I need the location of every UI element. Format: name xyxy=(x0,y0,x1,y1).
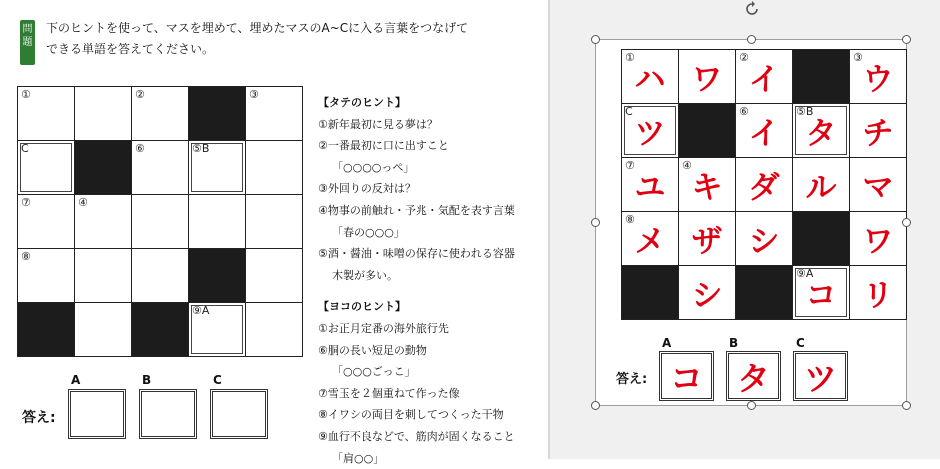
grid-cell[interactable] xyxy=(736,212,793,266)
cell-number: ① xyxy=(625,52,635,64)
resize-handle-top-left[interactable] xyxy=(591,35,600,44)
grid-cell[interactable] xyxy=(132,249,189,303)
resize-handle-top[interactable] xyxy=(747,35,756,44)
grid-cell[interactable] xyxy=(679,50,736,104)
grid-cell[interactable] xyxy=(622,50,679,104)
cell-letter: ワ xyxy=(679,50,735,103)
cell-letter: ウ xyxy=(850,50,906,103)
cell-number: C xyxy=(21,143,29,155)
grid-cell[interactable] xyxy=(850,104,907,158)
grid-cell[interactable] xyxy=(246,141,303,195)
yoko-hints-list xyxy=(318,318,543,469)
grid-cell[interactable] xyxy=(75,195,132,249)
grid-cell[interactable] xyxy=(850,212,907,266)
cell-letter: ダ xyxy=(736,158,792,211)
resize-handle-bottom-left[interactable] xyxy=(591,401,600,410)
black-cell xyxy=(793,212,850,266)
cell-letter: ワ xyxy=(850,212,906,265)
grid-cell[interactable] xyxy=(246,87,303,141)
answer-label: 答え: xyxy=(22,407,56,427)
grid-cell[interactable] xyxy=(679,158,736,212)
yoko-hints-title: 【ヨコのヒント】 xyxy=(318,296,543,318)
grid-cell[interactable] xyxy=(246,303,303,357)
grid-cell[interactable] xyxy=(679,212,736,266)
grid-cell[interactable] xyxy=(132,141,189,195)
black-cell xyxy=(18,303,75,357)
editor-canvas[interactable] xyxy=(550,0,940,459)
grid-cell[interactable] xyxy=(736,50,793,104)
hint-line: ②一番最初に口に出すこと xyxy=(318,135,543,157)
cell-number: ② xyxy=(739,52,749,64)
hint-line: ③外回りの反対は？ xyxy=(318,178,543,200)
hint-line: ⑨血行不良などで、筋肉が固くなること xyxy=(318,426,543,448)
hint-line: ①新年最初に見る夢は？ xyxy=(318,114,543,136)
grid-cell[interactable] xyxy=(18,249,75,303)
cell-number: ⑨A xyxy=(192,305,209,317)
cell-letter: マ xyxy=(850,158,906,211)
grid-cell[interactable] xyxy=(850,50,907,104)
grid-cell[interactable] xyxy=(622,158,679,212)
cell-number: C xyxy=(625,106,633,118)
grid-cell[interactable] xyxy=(679,266,736,320)
cell-number: ⑦ xyxy=(21,197,31,209)
rotate-handle-icon[interactable] xyxy=(743,0,761,18)
cell-number: ② xyxy=(135,89,145,101)
cell-number: ⑨A xyxy=(796,268,813,280)
instruction-line-1: 下のヒントを使って、マスを埋めて、埋めたマスのA~Cに入る言葉をつなげて xyxy=(46,18,516,39)
problem-instruction xyxy=(46,18,516,60)
hint-line: ④物事の前触れ・予兆・気配を表す言葉 xyxy=(318,200,543,222)
hint-line: ①お正月定番の海外旅行先 xyxy=(318,318,543,340)
cell-number: ④ xyxy=(78,197,88,209)
cell-letter: ル xyxy=(793,158,849,211)
tate-hints-title: 【タテのヒント】 xyxy=(318,92,543,114)
solved-letter-c: C xyxy=(796,336,805,350)
cell-number: ⑤B xyxy=(192,143,209,155)
solved-letter-b: B xyxy=(729,336,738,350)
resize-handle-bottom-right[interactable] xyxy=(902,401,911,410)
cell-number: ① xyxy=(21,89,31,101)
cell-letter: キ xyxy=(679,158,735,211)
hint-line: 「春の○○○」 xyxy=(318,222,543,244)
cell-letter: タ xyxy=(793,104,849,157)
crossword-grid-blank xyxy=(17,86,303,357)
grid-cell[interactable] xyxy=(18,195,75,249)
solved-answer-box-a: コ xyxy=(659,351,714,401)
grid-cell[interactable] xyxy=(622,212,679,266)
resize-handle-bottom[interactable] xyxy=(747,401,756,410)
resize-handle-top-right[interactable] xyxy=(902,35,911,44)
cell-number: ③ xyxy=(249,89,259,101)
grid-cell[interactable] xyxy=(75,87,132,141)
grid-cell[interactable] xyxy=(189,195,246,249)
black-cell xyxy=(679,104,736,158)
cell-letter: シ xyxy=(736,212,792,265)
solved-answer-box-b: タ xyxy=(726,351,781,401)
hint-line: 「肩○○」 xyxy=(318,448,543,469)
selected-shape[interactable] xyxy=(595,39,907,406)
resize-handle-right[interactable] xyxy=(902,218,911,227)
grid-cell[interactable] xyxy=(793,158,850,212)
cell-number: ⑧ xyxy=(625,214,635,226)
answer-letter-b: B xyxy=(142,373,151,387)
answer-letter-c: C xyxy=(213,373,222,387)
grid-cell[interactable] xyxy=(189,141,246,195)
cell-number: ⑦ xyxy=(625,160,635,172)
black-cell xyxy=(189,87,246,141)
cell-number: ⑥ xyxy=(135,143,145,155)
problem-badge: 問題 xyxy=(20,20,35,65)
grid-cell[interactable] xyxy=(75,249,132,303)
cell-number: ③ xyxy=(853,52,863,64)
resize-handle-left[interactable] xyxy=(591,218,600,227)
black-cell xyxy=(132,303,189,357)
grid-cell[interactable] xyxy=(622,104,679,158)
black-cell xyxy=(189,249,246,303)
cell-number: ⑧ xyxy=(21,251,31,263)
solved-letter-a: A xyxy=(662,336,671,350)
hint-line: ⑤酒・醤油・味噌の保存に使われる容器 xyxy=(318,243,543,265)
grid-cell[interactable] xyxy=(736,104,793,158)
cell-letter: ツ xyxy=(622,104,678,157)
grid-cell[interactable] xyxy=(736,158,793,212)
grid-cell[interactable] xyxy=(132,195,189,249)
cell-number: ⑤B xyxy=(796,106,813,118)
cell-letter: ユ xyxy=(622,158,678,211)
grid-cell[interactable] xyxy=(793,104,850,158)
tate-hints-list xyxy=(318,114,543,287)
instruction-line-2: できる単語を答えてください。 xyxy=(46,39,516,60)
cell-letter: シ xyxy=(679,266,735,319)
grid-cell[interactable] xyxy=(850,158,907,212)
grid-cell[interactable] xyxy=(246,249,303,303)
cell-number: ⑥ xyxy=(739,106,749,118)
grid-cell[interactable] xyxy=(850,266,907,320)
cell-number: ④ xyxy=(682,160,692,172)
hint-line: ⑧イワシの両目を刺してつくった干物 xyxy=(318,404,543,426)
cell-letter: コ xyxy=(793,266,849,319)
solved-answer-box-c: ツ xyxy=(793,351,848,401)
hint-line: 木製が多い。 xyxy=(318,265,543,287)
answer-box-b[interactable] xyxy=(139,389,197,439)
grid-cell[interactable] xyxy=(793,266,850,320)
cell-letter: ザ xyxy=(679,212,735,265)
cell-letter: ハ xyxy=(622,50,678,103)
hint-line: ⑦雪玉を２個重ねて作った像 xyxy=(318,383,543,405)
black-cell xyxy=(622,266,679,320)
hint-line: 「○○○○っぺ」 xyxy=(318,157,543,179)
answer-box-c[interactable] xyxy=(210,389,268,439)
grid-cell[interactable] xyxy=(75,303,132,357)
cell-letter: イ xyxy=(736,50,792,103)
cell-letter: リ xyxy=(850,266,906,319)
crossword-grid-solved xyxy=(621,49,907,320)
answer-box-a[interactable] xyxy=(68,389,126,439)
solved-answer-label: 答え: xyxy=(616,368,647,387)
grid-cell[interactable] xyxy=(18,141,75,195)
cell-letter: イ xyxy=(736,104,792,157)
black-cell xyxy=(793,50,850,104)
hint-line: 「○○○ごっこ」 xyxy=(318,361,543,383)
answer-letter-a: A xyxy=(71,373,80,387)
grid-cell[interactable] xyxy=(246,195,303,249)
grid-cell[interactable] xyxy=(189,303,246,357)
black-cell xyxy=(75,141,132,195)
grid-cell[interactable] xyxy=(132,87,189,141)
hints-panel xyxy=(318,92,543,469)
cell-letter: メ xyxy=(622,212,678,265)
grid-cell[interactable] xyxy=(18,87,75,141)
cell-letter: チ xyxy=(850,104,906,157)
hint-line: ⑥胴の長い短足の動物 xyxy=(318,340,543,362)
black-cell xyxy=(736,266,793,320)
